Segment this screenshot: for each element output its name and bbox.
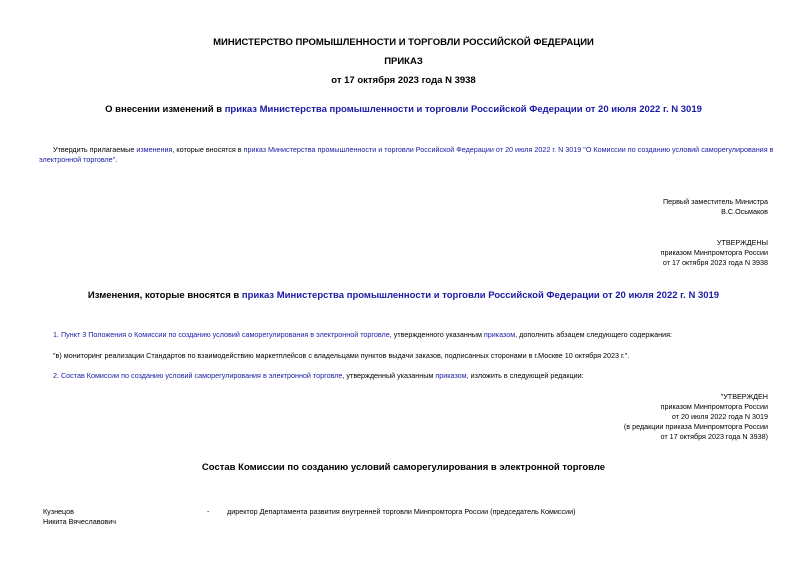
p1-text-c[interactable]: "О Комиссии по созданию условий саморегулирования в электронной торговле". [39,145,774,164]
item-1 [53,330,672,340]
subject-order-link[interactable]: приказ Министерства промышленности и торговли Российской Федерации от 20 июля 2022 г. N 3019 [224,104,702,115]
member-given-names: Никита Вячеславович [43,517,117,526]
approved2-edition-date: от 17 октября 2023 года N 3938) [660,432,768,441]
item2-composition-link[interactable]: 2. Состав Комиссии по созданию условий саморегулирования в электронной торговле [53,371,343,380]
approved-label: УТВЕРЖДЕНЫ [716,238,768,247]
item1-quote: "в) мониторинг реализации Стандартов по взаимодействию маркетплейсов с владельцами пунктов выдачи заказов, подписанных сторонами в г.Москве 10 октября 2023 г.". [53,351,630,360]
member-dash: - [207,507,210,516]
member-role: директор Департамента развития внутренней торговли Минпромторга России (председатель Комиссии) [227,507,576,516]
item1-text1: , утвержденного указанным [389,330,484,339]
subject-heading [0,104,807,115]
approved-order: приказом Минпромторга России [660,248,768,257]
member-surname: Кузнецов [43,507,74,516]
approved2-edition: (в редакции приказа Минпромторга России [623,422,768,431]
p1-text-b: , которые вносятся в [172,145,244,154]
signature-position: Первый заместитель Министра [662,197,768,206]
doc-date-heading: от 17 октября 2023 года N 3938 [331,75,476,86]
changes-heading [0,290,807,301]
approved-date: от 17 октября 2023 года N 3938 [662,258,768,267]
approved2-label: "УТВЕРЖДЕН [720,392,768,401]
item2-order-link[interactable]: приказом [435,371,467,380]
item1-order-link[interactable]: приказом [483,330,516,339]
order-3019-link[interactable]: приказ Министерства промышленности и торговли Российской Федерации от 20 июля 2022 г. N 3019 [243,145,582,154]
item-2 [53,371,584,381]
item1-text2: , дополнить абзацем следующего содержания: [515,330,672,339]
composition-heading: Состав Комиссии по созданию условий саморегулирования в электронной торговле [201,462,606,473]
approved2-date: от 20 июля 2022 года N 3019 [671,412,768,421]
ministry-heading: МИНИСТЕРСТВО ПРОМЫШЛЕННОСТИ И ТОРГОВЛИ РОССИЙСКОЙ ФЕДЕРАЦИИ [213,37,594,48]
item1-regulation-link[interactable]: 1. Пункт 3 Положения о Комиссии по созданию условий саморегулирования в электронной торговле [53,330,390,339]
subject-prefix: О внесении изменений в [105,104,225,115]
changes-link[interactable]: изменения [136,145,173,154]
signature-name: В.С.Осьмаков [721,207,768,216]
p1-text-a: Утвердить прилагаемые [53,145,137,154]
changes-prefix: Изменения, которые вносятся в [87,290,242,301]
item2-text2: , изложить в следующей редакции: [466,371,584,380]
approved2-order: приказом Минпромторга России [660,402,768,411]
body-paragraph [39,145,774,165]
doc-type-heading: ПРИКАЗ [384,56,423,67]
item2-text1: , утвержденный указанным [342,371,436,380]
changes-order-link[interactable]: приказ Министерства промышленности и торговли Российской Федерации от 20 июля 2022 г. N 3019 [241,290,720,301]
